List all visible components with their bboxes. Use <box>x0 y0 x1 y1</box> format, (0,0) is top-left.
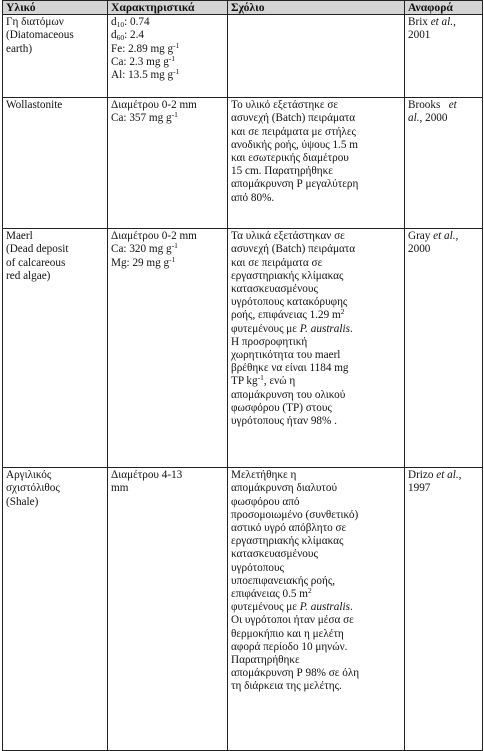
char-fe: Fe: 2.89 mg $g^{-1}$ <box>111 40 180 55</box>
characteristics-cell <box>108 468 228 751</box>
header-material: Υλικό <box>3 1 108 15</box>
comment-line: προσομοιωμένο (συνθετικό) <box>231 508 359 521</box>
reference-year: 1997 <box>408 482 431 495</box>
header-row <box>3 1 483 15</box>
comment-line: φυτεμένους με P. australis. <box>231 601 353 614</box>
comment-line: ροής, επιφάνειας 1.29 $m^2$ <box>231 307 345 322</box>
char-al: Al: 13.5 mg $g^{-1}$ <box>111 67 180 82</box>
material-cell <box>3 15 108 98</box>
material-line: of calcareous <box>6 256 66 269</box>
reference-cell <box>405 98 483 229</box>
material-cell <box>3 468 108 751</box>
reference-year: al., 2000 <box>408 112 448 125</box>
comment-line: ανοδικής ροής, ύψους 1.5 m <box>231 138 358 151</box>
char-diameter-unit: mm <box>111 482 129 495</box>
reference-year: 2000 <box>408 243 431 256</box>
comment-line: και σε πειράματα σε <box>231 256 323 269</box>
material-cell <box>3 98 108 229</box>
material-line: Γη διατόμων <box>6 16 64 29</box>
header-comment: Σχόλιο <box>228 1 405 15</box>
characteristics-cell <box>108 229 228 468</box>
comment-line: και εσωτερικής διαμέτρου <box>231 152 349 165</box>
char-mg: Mg: 29 mg $g^{-1}$ <box>111 254 176 269</box>
char-diameter: Διαμέτρου 0-2 mm <box>111 230 197 243</box>
material-line: (Dead deposit <box>6 243 69 256</box>
reference-author: Drizo et al., <box>408 469 462 482</box>
comment-line: και σε πειράματα με στήλες <box>231 125 356 138</box>
material-cell <box>3 229 108 468</box>
char-diameter: Διαμέτρου 0-2 mm <box>111 99 197 112</box>
comment-line: εργαστηριακής κλίμακας <box>231 535 344 548</box>
comment-cell <box>228 229 405 468</box>
comment-line: ασυνεχή (Batch) πειράματα <box>231 112 356 125</box>
comment-line: απομάκρυνση Ρ 98% σε όλη <box>231 667 360 680</box>
char-d60: $d_{60}$: 2.4 <box>111 29 144 43</box>
comment-line: απομάκρυνση Ρ μεγαλύτερη <box>231 178 359 191</box>
reference-table <box>2 0 483 751</box>
comment-line: απομάκρυνση του ολικού <box>231 388 346 401</box>
characteristics-cell <box>108 15 228 98</box>
comment-line: 15 cm. Παρατηρήθηκε <box>231 165 333 178</box>
comment-line: χωρητικότητα του maerl <box>231 349 341 362</box>
char-ca: Ca: 320 mg $g^{-1}$ <box>111 241 178 256</box>
reference-cell <box>405 229 483 468</box>
comment-line: τη διάρκεια της μελέτης. <box>231 680 342 693</box>
char-ca: Ca: 2.3 mg $g^{-1}$ <box>111 53 176 68</box>
comment-line: TP $kg^{-1}$, ενώ η <box>231 373 296 388</box>
comment-cell <box>228 98 405 229</box>
comment-line: υγρότοπους κατακόρυφης <box>231 296 348 309</box>
header-characteristics: Χαρακτηριστικά <box>108 1 228 15</box>
comment-line: θερμοκήπιο και η μελέτη <box>231 627 344 640</box>
char-diameter: Διαμέτρου 4-13 <box>111 469 183 482</box>
comment-line: Η προσροφητική <box>231 335 308 348</box>
reference-author: Brix et al., <box>408 16 456 29</box>
comment-line: απομάκρυνση διαλυτού <box>231 482 337 495</box>
comment-line: Το υλικό εξετάστηκε σε <box>231 99 339 112</box>
char-d10: $d_{10}$: 0.74 <box>111 16 150 30</box>
material-line: red algae) <box>6 269 51 282</box>
comment-line: επιφάνειας 0.5 $m^2$ <box>231 586 312 601</box>
comment-line: βρέθηκε να είναι 1184 mg <box>231 362 349 375</box>
comment-line: φωσφόρου από <box>231 495 300 508</box>
material-line: Wollastonite <box>6 99 63 112</box>
comment-line: υγρότοπους ήταν 98% . <box>231 415 337 428</box>
table-row <box>3 15 483 98</box>
comment-line: από 80%. <box>231 191 275 204</box>
comment-cell <box>228 468 405 751</box>
comment-cell <box>228 15 405 98</box>
table-row <box>3 98 483 229</box>
comment-line: Μελετήθηκε η <box>231 469 297 482</box>
material-line: σχιστόλιθος <box>6 482 60 495</box>
characteristics-cell <box>108 98 228 229</box>
material-line: (Diatomaceous <box>6 29 74 42</box>
material-line: earth) <box>6 42 33 55</box>
material-line: Maerl <box>6 230 33 243</box>
comment-line: κατασκευασμένους <box>231 283 318 296</box>
reference-cell <box>405 468 483 751</box>
comment-line: Τα υλικά εξετάστηκαν σε <box>231 230 345 243</box>
comment-line: κατασκευασμένους <box>231 548 318 561</box>
header-reference: Αναφορά <box>405 1 483 15</box>
reference-author: Gray et al., <box>408 230 459 243</box>
material-line: (Shale) <box>6 495 39 508</box>
table-row <box>3 229 483 468</box>
reference-year: 2001 <box>408 29 431 42</box>
comment-line: υποεπιφανειακής ροής, <box>231 574 336 587</box>
reference-cell <box>405 15 483 98</box>
table-row <box>3 468 483 751</box>
material-line: Αργιλικός <box>6 469 52 482</box>
reference-author: Brooks et <box>408 99 457 112</box>
char-ca: Ca: 357 mg $g^{-1}$ <box>111 110 178 125</box>
comment-line: εργαστηριακής κλίμακας <box>231 269 344 282</box>
comment-line: φωσφόρου (TP) στους <box>231 401 332 414</box>
comment-line: υγρότοπους <box>231 561 284 574</box>
comment-line: αφορά περίοδο 10 μηνών. <box>231 640 348 653</box>
comment-line: αστικό υγρό απόβλητο σε <box>231 522 347 535</box>
comment-line: ασυνεχή (Batch) πειράματα <box>231 243 356 256</box>
comment-line: φυτεμένους με P. australis. <box>231 322 353 335</box>
comment-line: Παρατηρήθηκε <box>231 654 300 667</box>
comment-line: Οι υγρότοποι ήταν μέσα σε <box>231 614 354 627</box>
